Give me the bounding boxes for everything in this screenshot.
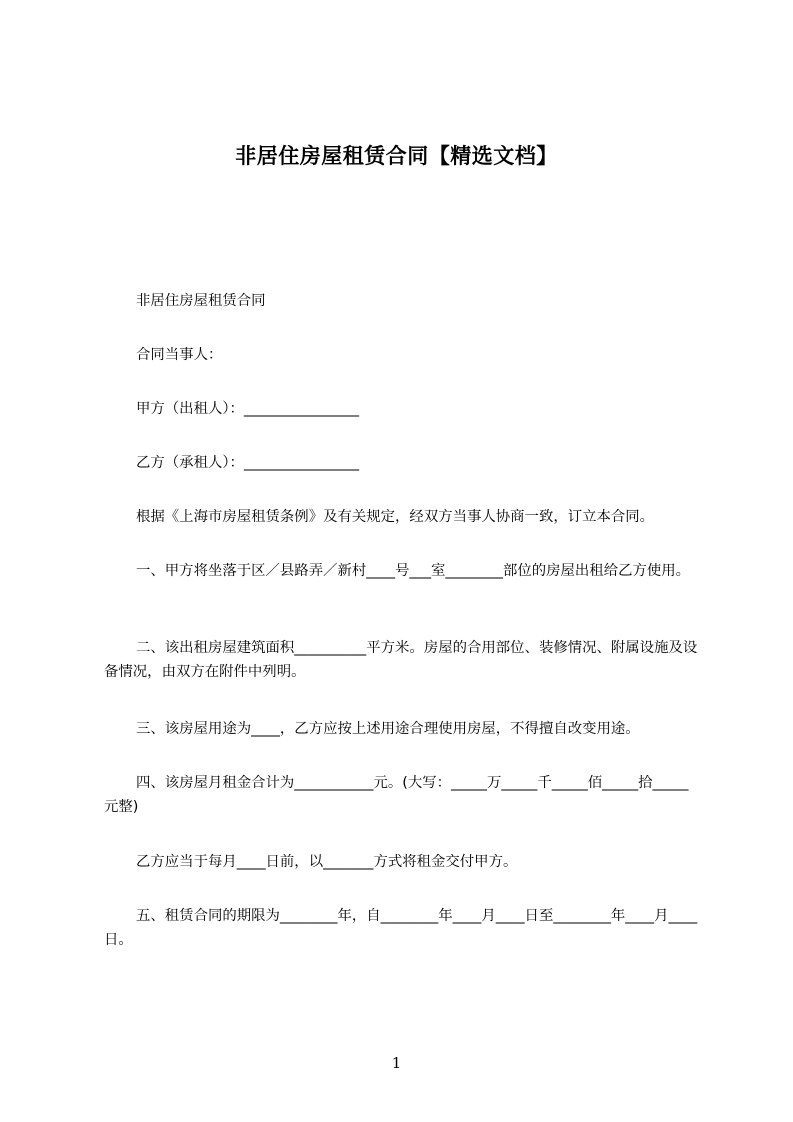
party-b-line: 乙方（承租人）：________________ (136, 455, 360, 471)
document-title: 非居住房屋租赁合同【精选文档】 (235, 144, 558, 168)
clause-2-area: 二、该出租房屋建筑面积__________平方米。房屋的合用部位、装修情况、附属设施及设备情况，由双方在附件中列明。 (104, 640, 698, 680)
party-a-line: 甲方（出租人）：________________ (136, 401, 360, 417)
parties-label: 合同当事人： (136, 347, 223, 363)
preamble-paragraph: 根据《上海市房屋租赁条例》及有关规定，经双方当事人协商一致，订立本合同。 (136, 509, 655, 525)
clause-4-rent: 四、该房屋月租金合计为___________元。(大写：_____万_____千_____佰_____拾_____元整) (104, 775, 689, 815)
clause-5-term: 五、租赁合同的期限为________年，自________年____月____日至________年____月____日。 (104, 908, 698, 948)
page-number: 1 (391, 1054, 402, 1072)
rent-payment-line: 乙方应当于每月____日前，以_______方式将租金交付甲方。 (136, 854, 518, 870)
clause-1-location: 一、甲方将坐落于区／县路弄／新村____号___室________部位的房屋出租给乙方使用。 (136, 563, 691, 579)
clause-3-usage: 三、该房屋用途为____，乙方应按上述用途合理使用房屋，不得擅自改变用途。 (136, 721, 640, 737)
contract-heading: 非居住房屋租赁合同 (136, 293, 266, 309)
